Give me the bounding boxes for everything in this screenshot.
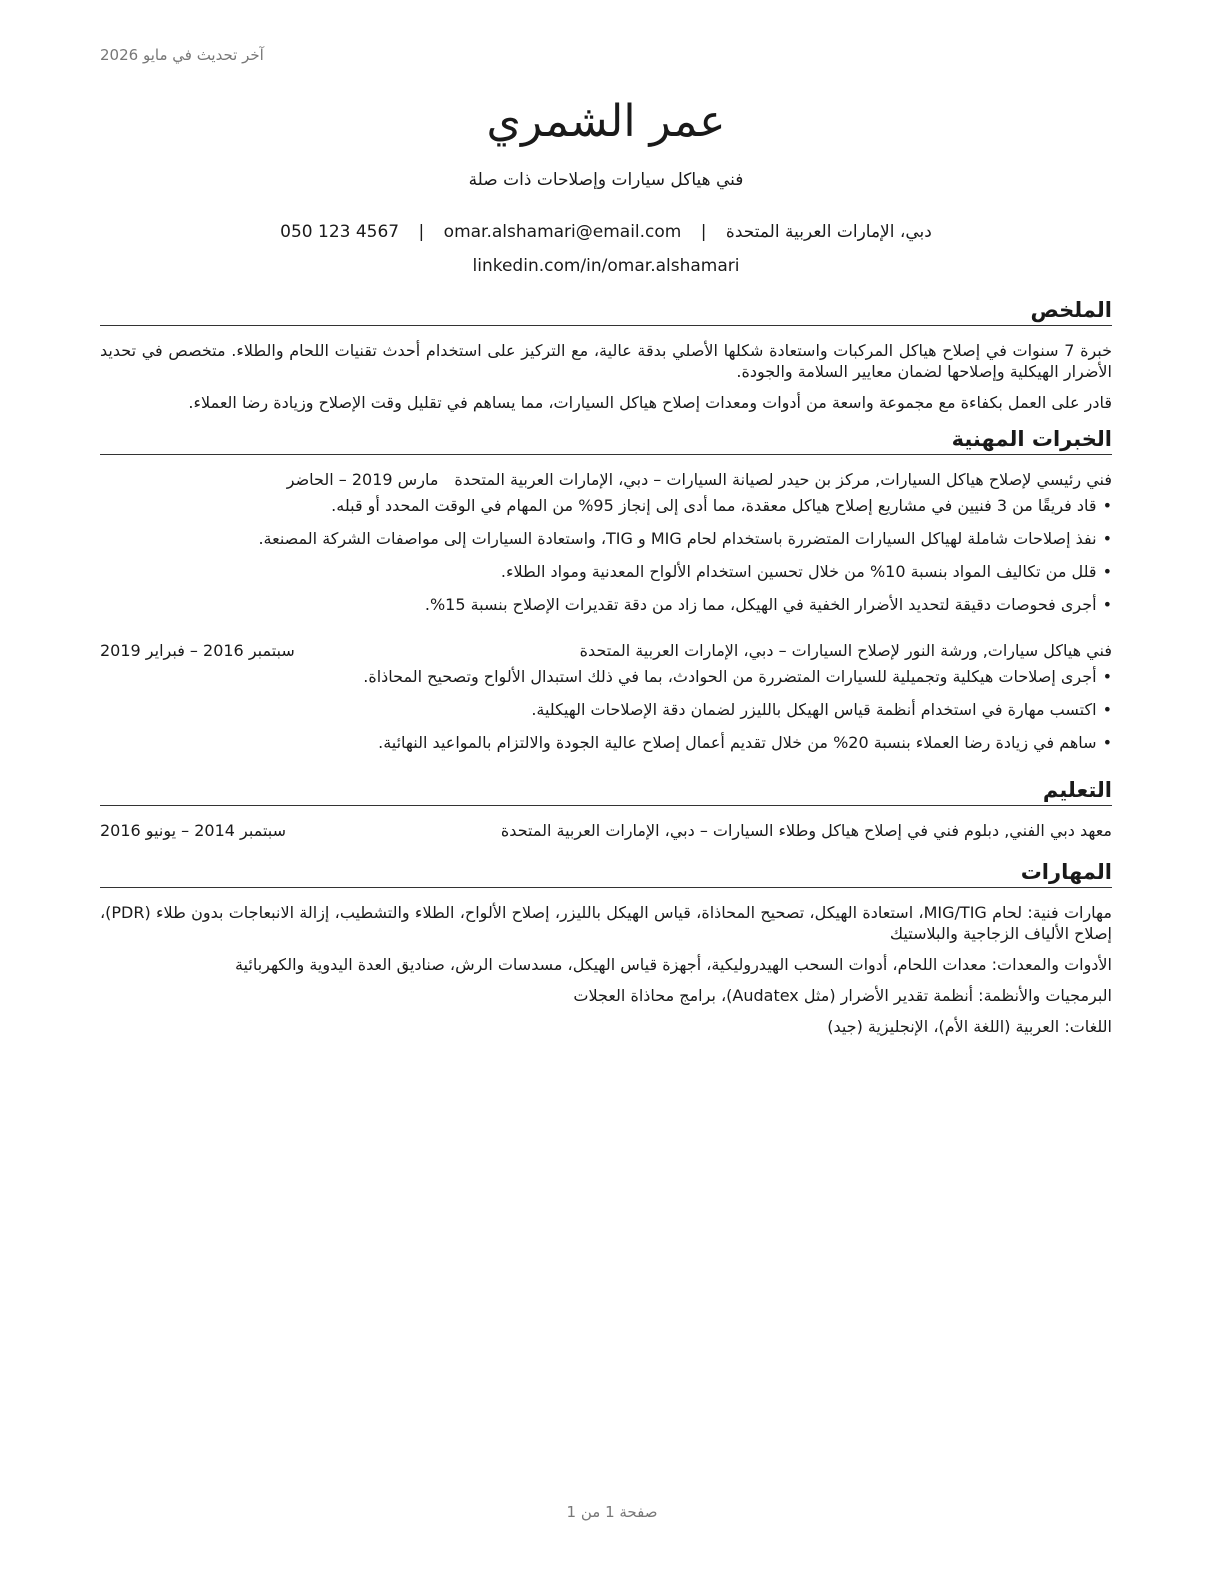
experience-section — [100, 425, 1112, 754]
bullet-text: قلل من تكاليف المواد بنسبة 10% من خلال تحسين استخدام الألواح المعدنية ومواد الطلاء. — [500, 562, 1097, 581]
bullet-icon: • — [1102, 733, 1112, 752]
contact-line — [100, 220, 1112, 244]
bullet-icon: • — [1102, 700, 1112, 719]
skills-line: اللغات: العربية (اللغة الأم)، الإنجليزية (جيد) — [827, 1017, 1112, 1036]
skills-line: البرمجيات والأنظمة: أنظمة تقدير الأضرار (مثل Audatex)، برامج محاذاة العجلات — [573, 986, 1112, 1005]
job-entry — [100, 640, 1112, 754]
job-bullets — [100, 666, 1112, 754]
job-title: فني هياكل سيارات, ورشة النور لإصلاح السيارات – دبي، الإمارات العربية المتحدة — [579, 641, 1112, 660]
list-item — [100, 732, 1112, 754]
summary-paragraph: قادر على العمل بكفاءة مع مجموعة واسعة من أدوات ومعدات إصلاح هياكل السيارات، مما يساهم في تقليل وقت الإصلاح وزيادة رضا العملاء. — [188, 393, 1112, 412]
education-dates: سبتمبر 2014 – يونيو 2016 — [100, 821, 287, 840]
list-item — [100, 594, 1112, 616]
bullet-icon: • — [1102, 562, 1112, 581]
section-title-experience: الخبرات المهنية — [100, 425, 1112, 455]
bullet-text: ساهم في زيادة رضا العملاء بنسبة 20% من خلال تقديم أعمال إصلاح عالية الجودة والالتزام بالمواعيد النهائية. — [378, 733, 1097, 752]
skills-section — [100, 858, 1112, 1037]
email-link[interactable]: omar.alshamari@email.com — [443, 222, 682, 242]
education-entry — [100, 820, 1112, 842]
separator: | — [700, 222, 707, 242]
bullet-icon: • — [1102, 529, 1112, 548]
job-header — [100, 640, 1112, 662]
candidate-name: عمر الشمري — [486, 96, 726, 147]
list-item — [100, 699, 1112, 721]
summary-paragraph: خبرة 7 سنوات في إصلاح هياكل المركبات واستعادة شكلها الأصلي بدقة عالية، مع التركيز على استخدام أحدث تقنيات اللحام والطلاء. متخصص في تحديد الأضرار الهيكلية وإصلاحها لضمان معايير السلامة والجودة. — [100, 341, 1113, 381]
job-entry — [100, 469, 1112, 616]
education-text: معهد دبي الفني, دبلوم فني في إصلاح هياكل وطلاء السيارات – دبي، الإمارات العربية المتحدة — [500, 821, 1112, 840]
bullet-text: اكتسب مهارة في استخدام أنظمة قياس الهيكل بالليزر لضمان دقة الإصلاحات الهيكلية. — [531, 700, 1097, 719]
list-item — [100, 666, 1112, 688]
bullet-icon: • — [1102, 595, 1112, 614]
candidate-title: فني هياكل سيارات وإصلاحات ذات صلة — [468, 170, 744, 190]
separator: | — [418, 222, 425, 242]
phone-number: 050 123 4567 — [280, 222, 400, 242]
resume-page — [100, 92, 1112, 1037]
job-dates: سبتمبر 2016 – فبراير 2019 — [100, 641, 295, 660]
bullet-icon: • — [1102, 667, 1112, 686]
page-number: صفحة 1 من 1 — [566, 1503, 658, 1521]
job-bullets — [100, 495, 1112, 616]
bullet-text: أجرى فحوصات دقيقة لتحديد الأضرار الخفية في الهيكل، مما زاد من دقة تقديرات الإصلاح بنسبة 15%. — [424, 595, 1097, 614]
bullet-icon: • — [1102, 496, 1112, 515]
job-header — [100, 469, 1112, 491]
list-item — [100, 561, 1112, 583]
summary-section — [100, 296, 1112, 413]
bullet-text: قاد فريقًا من 3 فنيين في مشاريع إصلاح هياكل معقدة، مما أدى إلى إنجاز 95% من المهام في الوقت المحدد أو قبله. — [331, 496, 1097, 515]
education-section — [100, 776, 1112, 842]
job-title: فني رئيسي لإصلاح هياكل السيارات, مركز بن حيدر لصيانة السيارات – دبي، الإمارات العربية المتحدة — [454, 470, 1112, 489]
last-updated-note: آخر تحديث في مايو 2026 — [100, 46, 264, 64]
location-text: دبي، الإمارات العربية المتحدة — [725, 222, 932, 242]
bullet-text: أجرى إصلاحات هيكلية وتجميلية للسيارات المتضررة من الحوادث، بما في ذلك استبدال الألواح وتصحيح المحاذاة. — [363, 667, 1097, 686]
linkedin-link[interactable]: linkedin.com/in/omar.alshamari — [472, 256, 740, 276]
skills-line: الأدوات والمعدات: معدات اللحام، أدوات السحب الهيدروليكية، أجهزة قياس الهيكل، مسدسات الرش، صناديق العدة اليدوية والكهربائية — [234, 955, 1112, 974]
section-title-summary: الملخص — [100, 296, 1112, 326]
skills-line: مهارات فنية: لحام MIG/TIG، استعادة الهيكل، تصحيح المحاذاة، قياس الهيكل بالليزر، إصلاح الألواح، الطلاء والتشطيب، إزالة الانبعاجات بدون طلاء (PDR)، إصلاح الألياف الزجاجية والبلاستيك — [100, 903, 1112, 943]
job-dates: مارس 2019 – الحاضر — [286, 470, 439, 489]
section-title-skills: المهارات — [100, 858, 1112, 888]
list-item — [100, 495, 1112, 517]
section-title-education: التعليم — [100, 776, 1112, 806]
bullet-text: نفذ إصلاحات شاملة لهياكل السيارات المتضررة باستخدام لحام MIG و TIG، واستعادة السيارات إلى مواصفات الشركة المصنعة. — [258, 529, 1097, 548]
list-item — [100, 528, 1112, 550]
